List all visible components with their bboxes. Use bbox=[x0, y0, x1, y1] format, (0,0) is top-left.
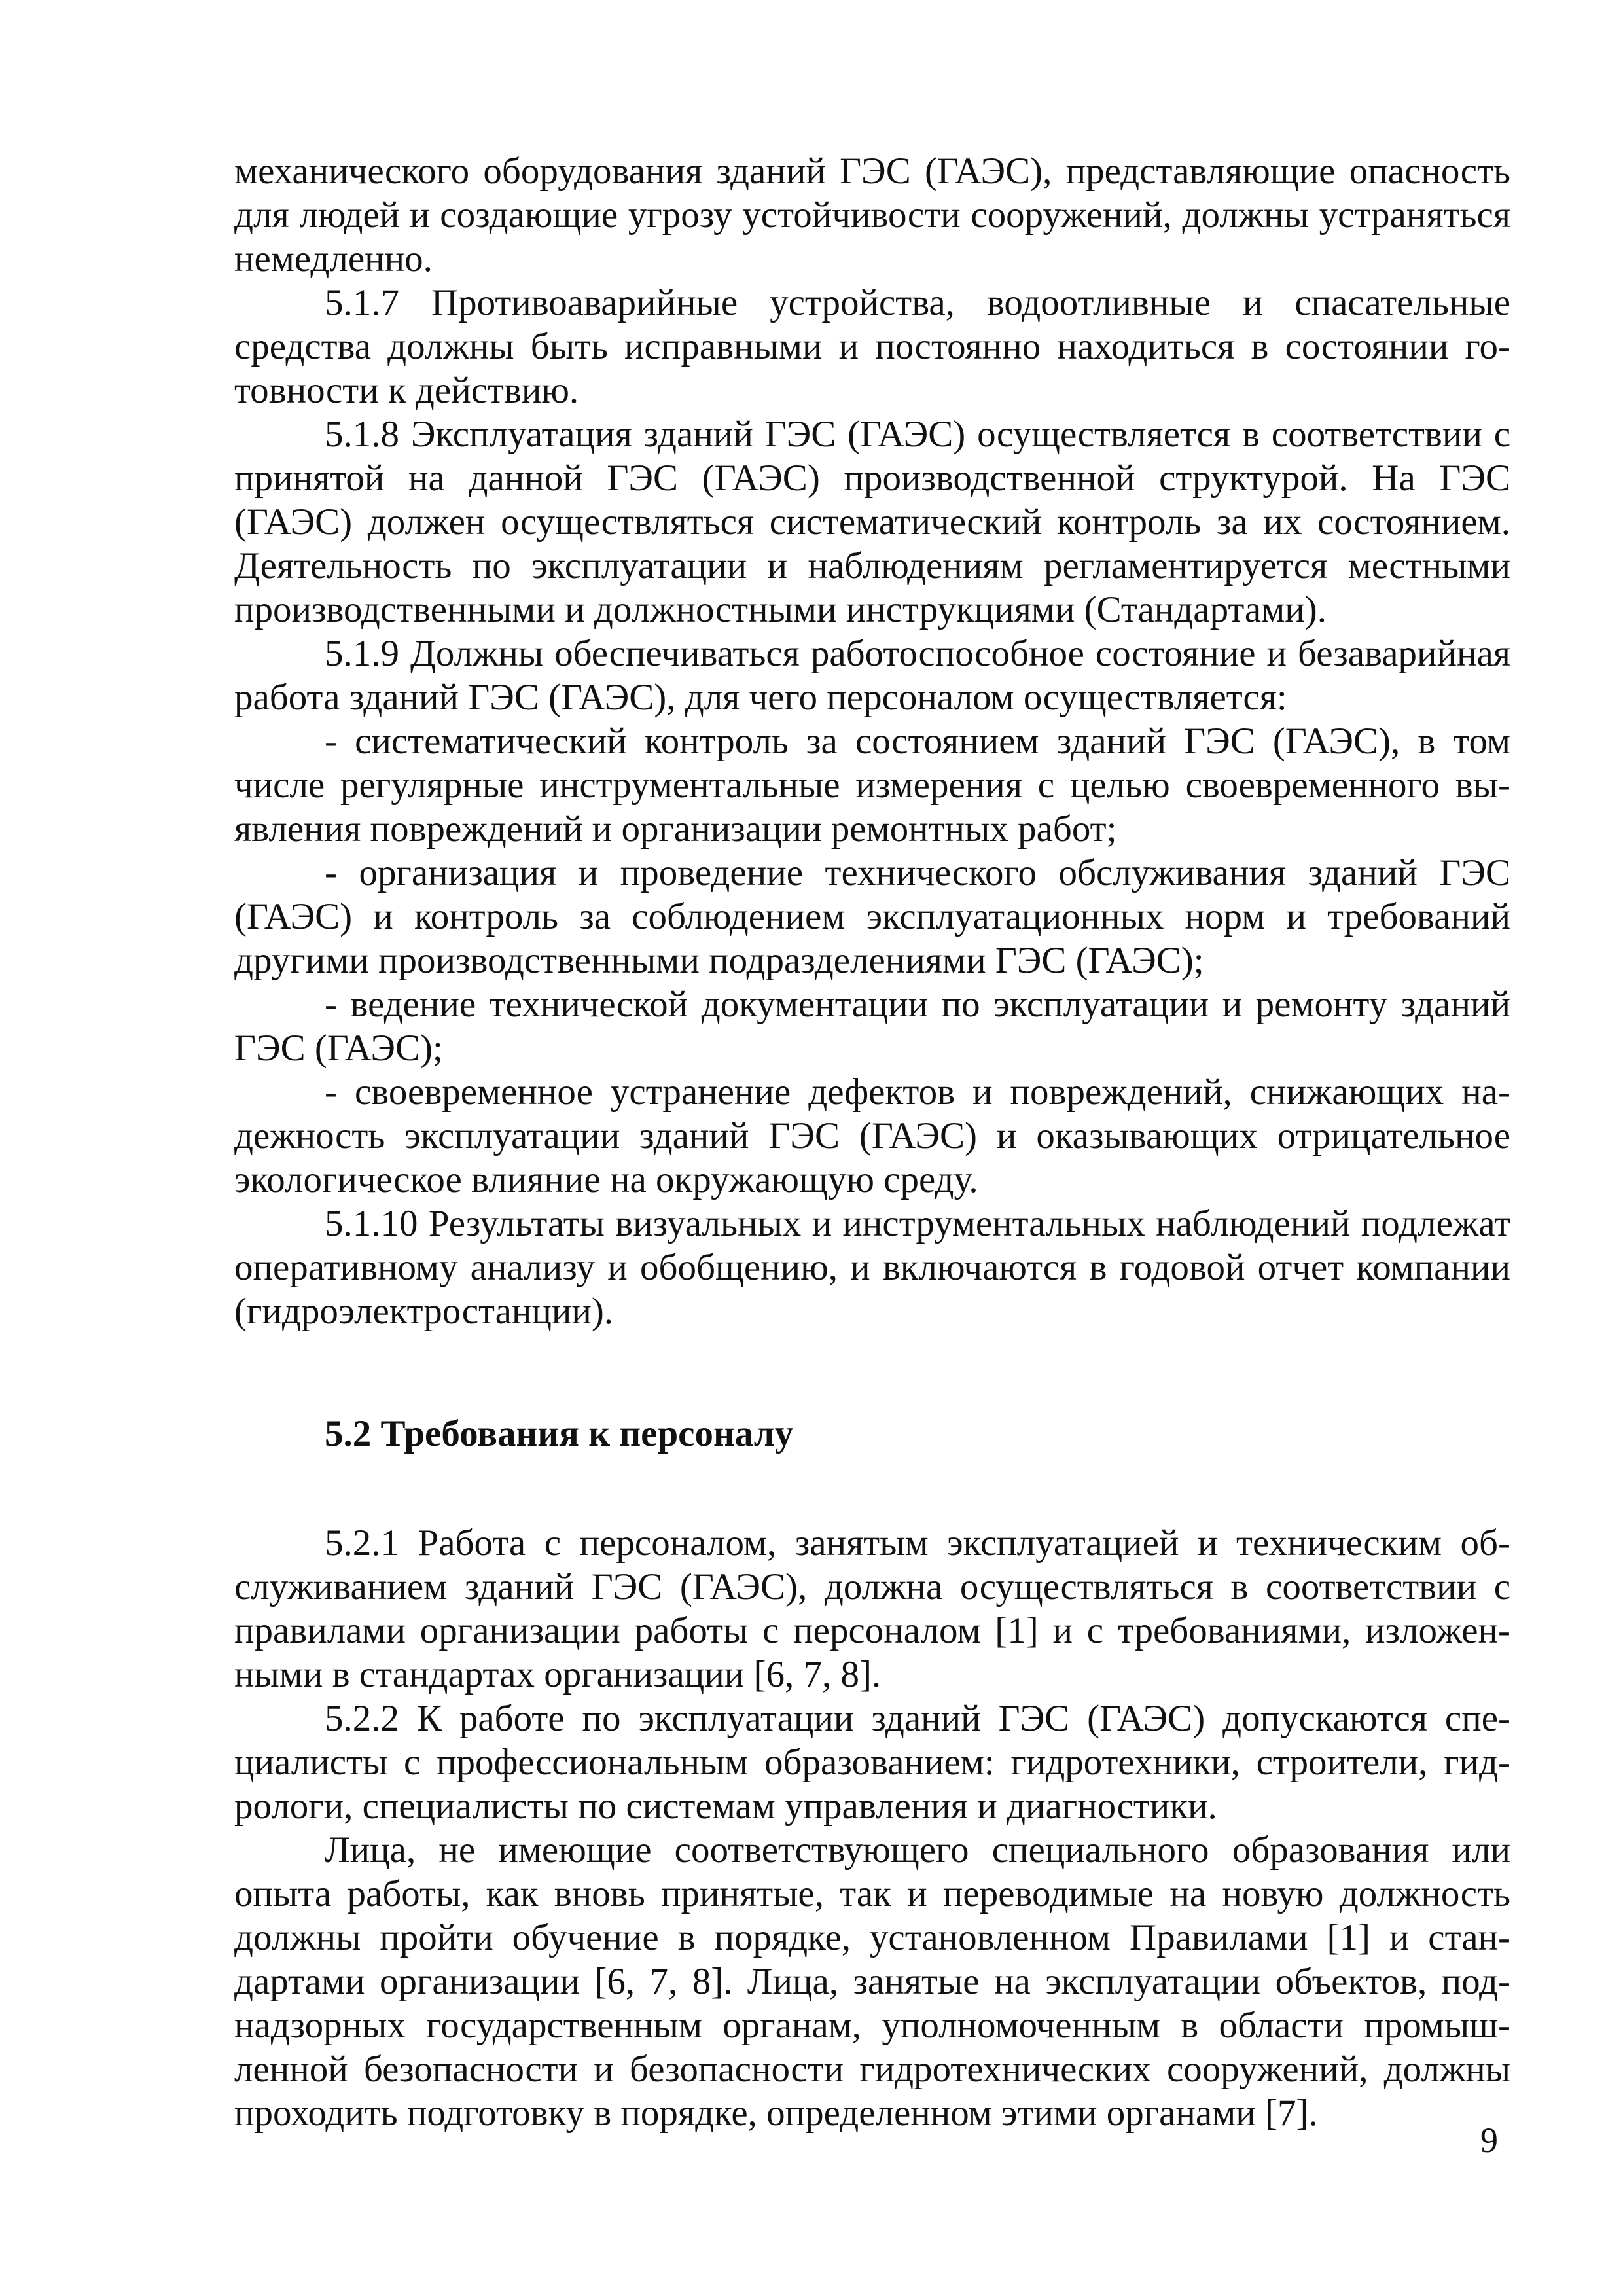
paragraph-5-1-10: 5.1.10 Результаты визуальных и инструментальных наблюдений подлежат оперативному анализу и обобщению, и включаются в годовой отчет компании (гидроэлектростанции). bbox=[234, 1203, 1510, 1332]
paragraph-5-1-7: 5.1.7 Противоаварийные устройства, водоотливные и спасательные средства должны быть исправными и постоянно находиться в состоянии готовности к действию. bbox=[234, 282, 1510, 411]
list-item-maintenance: - организация и проведение технического обслуживания зданий ГЭС (ГАЭС) и контроль за соблюдением эксплуатационных норм и требований другими производственными подразделениями ГЭС (ГАЭС); bbox=[234, 852, 1510, 981]
paragraph-5-1-9: 5.1.9 Должны обеспечиваться работоспособное состояние и безаварийная работа зданий ГЭС (ГАЭС), для чего персоналом осуществляется: bbox=[234, 633, 1510, 718]
list-item-monitoring: - систематический контроль за состоянием зданий ГЭС (ГАЭС), в том числе регулярные инструментальные измерения с целью своевременного выявления повреждений и организации ремонтных работ; bbox=[234, 721, 1510, 850]
list-item-documentation: - ведение технической документации по эксплуатации и ремонту зданий ГЭС (ГАЭС); bbox=[234, 984, 1510, 1069]
document-page bbox=[234, 149, 1510, 2135]
page-number: 9 bbox=[1480, 2121, 1498, 2160]
paragraph-5-1-8: 5.1.8 Эксплуатация зданий ГЭС (ГАЭС) осуществляется в соответствии с принятой на данной ГЭС (ГАЭС) производственной структурой. На ГЭС (ГАЭС) должен осуществляться систематический контроль за их состоянием. Деятельность по эксплуатации и наблюдениям регламентируется местными производственными и должностными инструкциями (Стандартами). bbox=[234, 414, 1510, 630]
paragraph-continuation: механического оборудования зданий ГЭС (ГАЭС), представляющие опасность для людей и создающие угрозу устойчивости сооружений, должны устраняться немедленно. bbox=[234, 151, 1510, 279]
paragraph-5-2-2: 5.2.2 К работе по эксплуатации зданий ГЭС (ГАЭС) допускаются специалисты с профессиональным образованием: гидротехники, строители, гидрологи, специалисты по системам управления и диагностики. bbox=[234, 1698, 1510, 1827]
paragraph-5-2-1: 5.2.1 Работа с персоналом, занятым эксплуатацией и техническим обслуживанием зданий ГЭС (ГАЭС), должна осуществляться в соответствии с правилами организации работы с персоналом [1] и с требованиями, изложенными в стандартах организации [6, 7, 8]. bbox=[234, 1522, 1510, 1695]
section-heading-5-2: 5.2 Требования к персоналу bbox=[325, 1413, 794, 1454]
paragraph-persons-training: Лица, не имеющие соответствующего специального образования или опыта работы, как вновь принятые, так и переводимые на новую должность должны пройти обучение в порядке, установленном Правилами [1] и стандартами организации [6, 7, 8]. Лица, занятые на эксплуатации объектов, поднадзорных государственным органам, уполномоченным в области промышленной безопасности и безопасности гидротехнических сооружений, должны проходить подготовку в порядке, определенном этими органами [7]. bbox=[234, 1829, 1510, 2134]
list-item-defect-elimination: - своевременное устранение дефектов и повреждений, снижающих надежность эксплуатации зданий ГЭС (ГАЭС) и оказывающих отрицательное экологическое влияние на окружающую среду. bbox=[234, 1071, 1510, 1200]
